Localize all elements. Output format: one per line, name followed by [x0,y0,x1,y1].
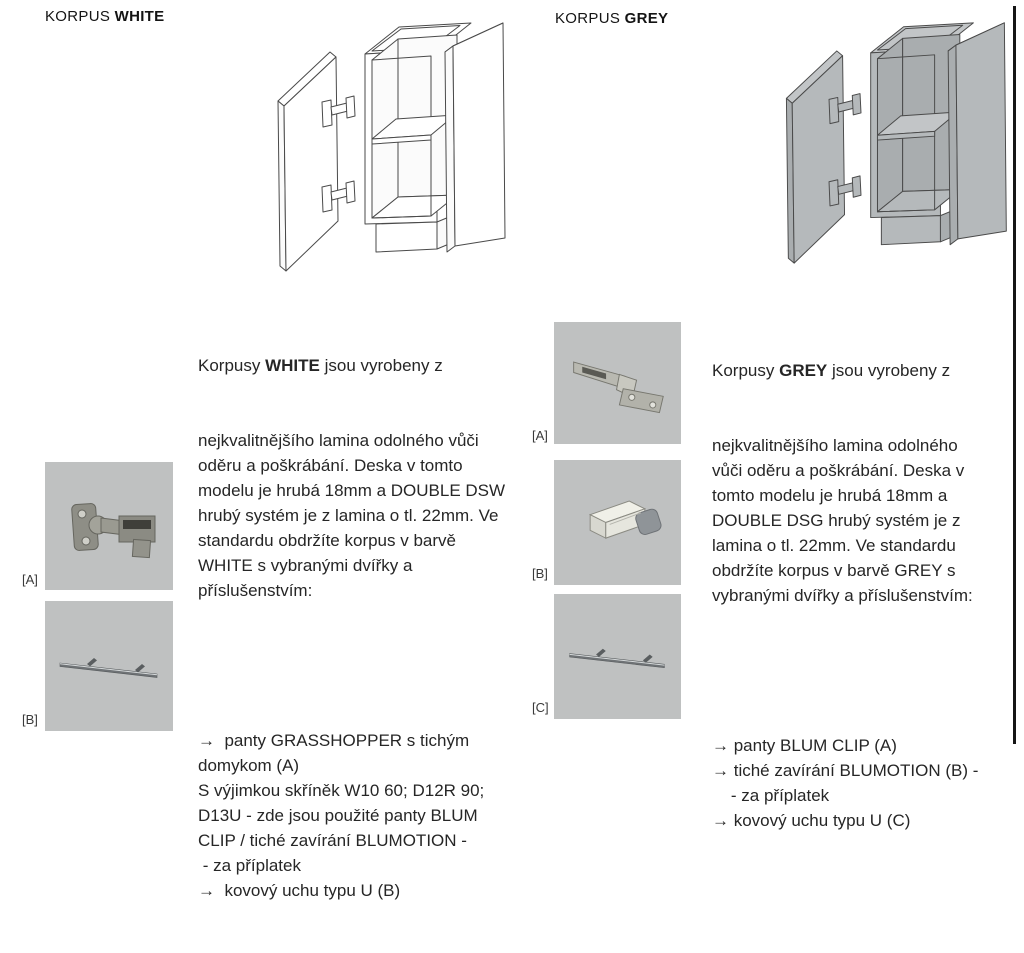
photo-handle-u [45,601,173,731]
photo-label-b: [B] [22,712,38,727]
photo-label-a: [A] [22,572,38,587]
text-line: lamina o tl. 22mm. Ve standardu [712,536,956,555]
title-prefix: KORPUS [555,10,625,27]
blank-line [712,658,1002,683]
text-line: D13U - zde jsou použité panty BLUM [198,806,478,825]
description-grey [712,308,1002,883]
text-line: WHITE s vybranými dvířky a [198,556,413,575]
photo-label-b: [B] [532,566,548,581]
text-line: nejkvalitnějšího lamina odolného [712,436,958,455]
text-line: nejkvalitnějšího lamina odolného vůči [198,431,479,450]
photo-label-c: [C] [532,700,549,715]
run: jsou vyrobeny z [827,361,951,380]
text-line [712,358,1002,383]
photo-hinge-blum [554,322,681,444]
section-title-white [45,8,164,25]
handle-icon [554,594,681,719]
cabinet-drawing-white [258,8,516,284]
section-title-grey [555,10,668,27]
paragraph-lines [198,428,532,603]
run-bold: WHITE [265,356,320,375]
photo-handle-u [554,594,681,719]
bullet-lines [712,733,1002,833]
text-line: - za příplatek [712,786,830,805]
text-line: oděru a poškrábání. Deska v tomto [198,456,463,475]
title-variant: WHITE [114,8,165,25]
text-line: → kovový uchu typu U (B) [198,881,401,900]
bullet-lines [198,728,532,903]
text-line: standardu obdržíte korpus v barvě [198,531,456,550]
title-variant: GREY [624,10,669,27]
text-line: příslušenstvím: [198,581,313,600]
description-white [198,303,532,953]
text-line: modelu je hrubá 18mm a DOUBLE DSW [198,481,506,500]
paragraph-lines [712,433,1002,608]
right-edge-rule [1013,6,1016,744]
text-line: → panty BLUM CLIP (A) [712,736,897,755]
damper-icon [554,460,681,585]
blank-line [198,653,532,678]
text-line: - za příplatek [198,856,301,875]
hinge-icon [554,322,681,444]
text-line: hrubý systém je z lamina o tl. 22mm. Ve [198,506,499,525]
text-line: domykom (A) [198,756,300,775]
text-line: → tiché zavírání BLUMOTION (B) - [712,761,979,780]
text-line: S výjimkou skříněk W10 60; D12R 90; [198,781,485,800]
text-line [198,353,532,378]
text-line: obdržíte korpus v barvě GREY s [712,561,956,580]
photo-blumotion-damper [554,460,681,585]
run: Korpusy [712,361,780,380]
run-bold: GREY [779,361,828,380]
text-line: → panty GRASSHOPPER s tichým [198,731,470,750]
photo-label-a: [A] [532,428,548,443]
text-line: vůči oděru a poškrábání. Deska v [712,461,965,480]
run: jsou vyrobeny z [319,356,443,375]
handle-icon [45,601,173,731]
text-line: → kovový uchu typu U (C) [712,811,911,830]
title-prefix: KORPUS [45,8,115,25]
cabinet-drawing-grey [768,8,1016,276]
photo-hinge-grasshopper [45,462,173,590]
text-line: DOUBLE DSG hrubý systém je z [712,511,961,530]
run: Korpusy [198,356,266,375]
text-line: CLIP / tiché zavírání BLUMOTION - [198,831,467,850]
text-line: vybranými dvířky a příslušenstvím: [712,586,973,605]
text-line: tomto modelu je hrubá 18mm a [712,486,948,505]
hinge-icon [45,462,173,590]
